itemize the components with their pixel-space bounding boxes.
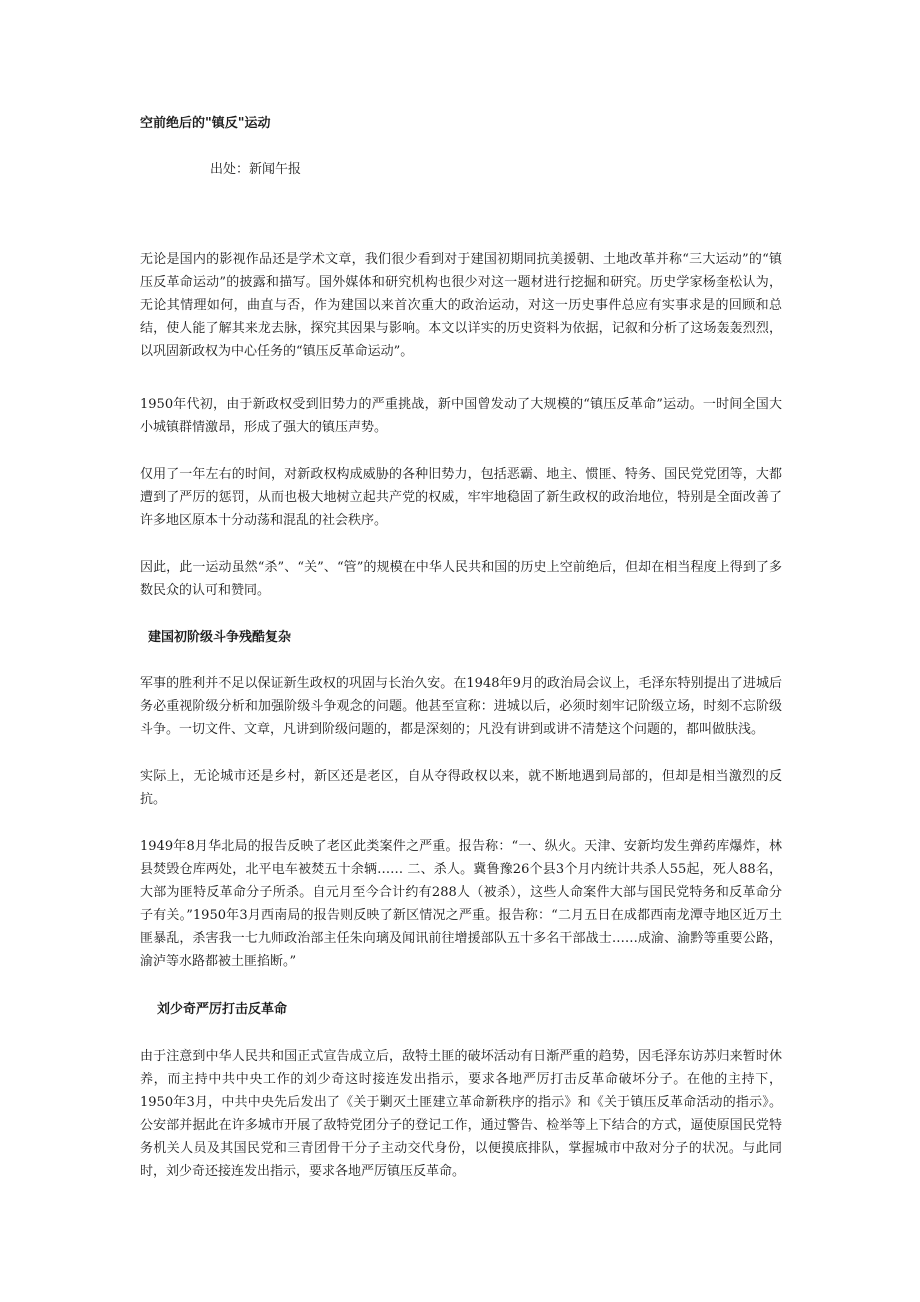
section-heading-class-struggle: 建国初阶级斗争残酷复杂 <box>148 630 292 645</box>
paragraph-intro: 无论是国内的影视作品还是学术文章，我们很少看到对于建国初期同抗美援朝、土地改革并称“三大运动”的“镇压反革命运动”的披露和描写。国外媒体和研究机构也很少对这一题材进行挖掘和研究。历史学家杨奎松认为，无论其情理如何，曲直与否，作为建国以来首次重大的政治运动，对这一历史事件总应有实事求是的回顾和总结，使人能了解其来龙去脉，探究其因果与影响。本文以详实的历史资料为依据，记叙和分析了这场轰轰烈烈，以巩固新政权为中心任务的“镇压反革命运动”。 <box>140 252 782 359</box>
paragraph-in-fact: 实际上，无论城市还是乡村，新区还是老区，自从夺得政权以来，就不断地遇到局部的，但却是相当激烈的反抗。 <box>140 769 782 807</box>
paragraph-military-victory: 军事的胜利并不足以保证新生政权的巩固与长治久安。在1948年9月的政治局会议上，毛泽东特别提出了进城后务必重视阶级分析和加强阶级斗争观念的问题。他甚至宣称：进城以后，必须时刻牢记阶级立场，时刻不忘阶级斗争。一切文件、文章，凡讲到阶级问题的，都是深刻的；凡没有讲到或讲不清楚这个问题的，都叫做肤浅。 <box>140 676 782 737</box>
section-heading-liu-shaoqi: 刘少奇严厉打击反革命 <box>157 1002 288 1017</box>
paragraph-liu-shaoqi: 由于注意到中华人民共和国正式宣告成立后，敌特土匪的破坏活动有日渐严重的趋势，因毛泽东访苏归来暂时休养，而主持中共中央工作的刘少奇这时接连发出指示，要求各地严厉打击反革命破坏分子。在他的主持下，1950年3月，中共中央先后发出了《关于剿灭土匪建立革命新秩序的指示》和《关于镇压反革命活动的指示》。公安部并据此在许多城市开展了敌特党团分子的登记工作，通过警告、检举等上下结合的方式，逼使原国民党特务机关人员及其国民党和三青团骨干分子主动交代身份，以便摸底排队，掌握城市中敌对分子的状况。与此同时，刘少奇还接连发出指示，要求各地严厉镇压反革命。 <box>140 1049 782 1179</box>
article-source: 出处：新闻午报 <box>210 162 302 177</box>
paragraph-one-year: 仅用了一年左右的时间，对新政权构成威胁的各种旧势力，包括恶霸、地主、惯匪、特务、国民党党团等，大都遭到了严厉的惩罚，从而也极大地树立起共产党的权威，牢牢地稳固了新生政权的政治地位，特别是全面改善了许多地区原本十分动荡和混乱的社会秩序。 <box>140 467 782 528</box>
paragraph-1950s: 1950年代初，由于新政权受到旧势力的严重挑战，新中国曾发动了大规模的“镇压反革命”运动。一时间全国大小城镇群情激昂，形成了强大的镇压声势。 <box>140 397 782 435</box>
paragraph-1949-report: 1949年8月华北局的报告反映了老区此类案件之严重。报告称：“一、纵火。天津、安新均发生弹药库爆炸，林县焚毁仓库两处，北平电车被焚五十余辆…… 二、杀人。冀鲁豫26个县3个月内统计共杀人55起，死人88名，大部为匪特反革命分子所杀。自元月至今合计约有288人（被杀），这些人命案件大部与国民党特务和反革命分子有关。”1950年3月西南局的报告则反映了新区情况之严重。报告称：“二月五日在成都西南龙潭寺地区近万土匪暴乱，杀害我一七九师政治部主任朱向璃及闻讯前往增援部队五十多名干部战士……成渝、渝黔等重要公路，渝泸等水路都被土匪掐断。” <box>140 839 782 969</box>
paragraph-therefore: 因此，此一运动虽然“杀”、“关”、“管”的规模在中华人民共和国的历史上空前绝后，但却在相当程度上得到了多数民众的认可和赞同。 <box>140 560 782 598</box>
article-title: 空前绝后的"镇反"运动 <box>140 116 271 131</box>
